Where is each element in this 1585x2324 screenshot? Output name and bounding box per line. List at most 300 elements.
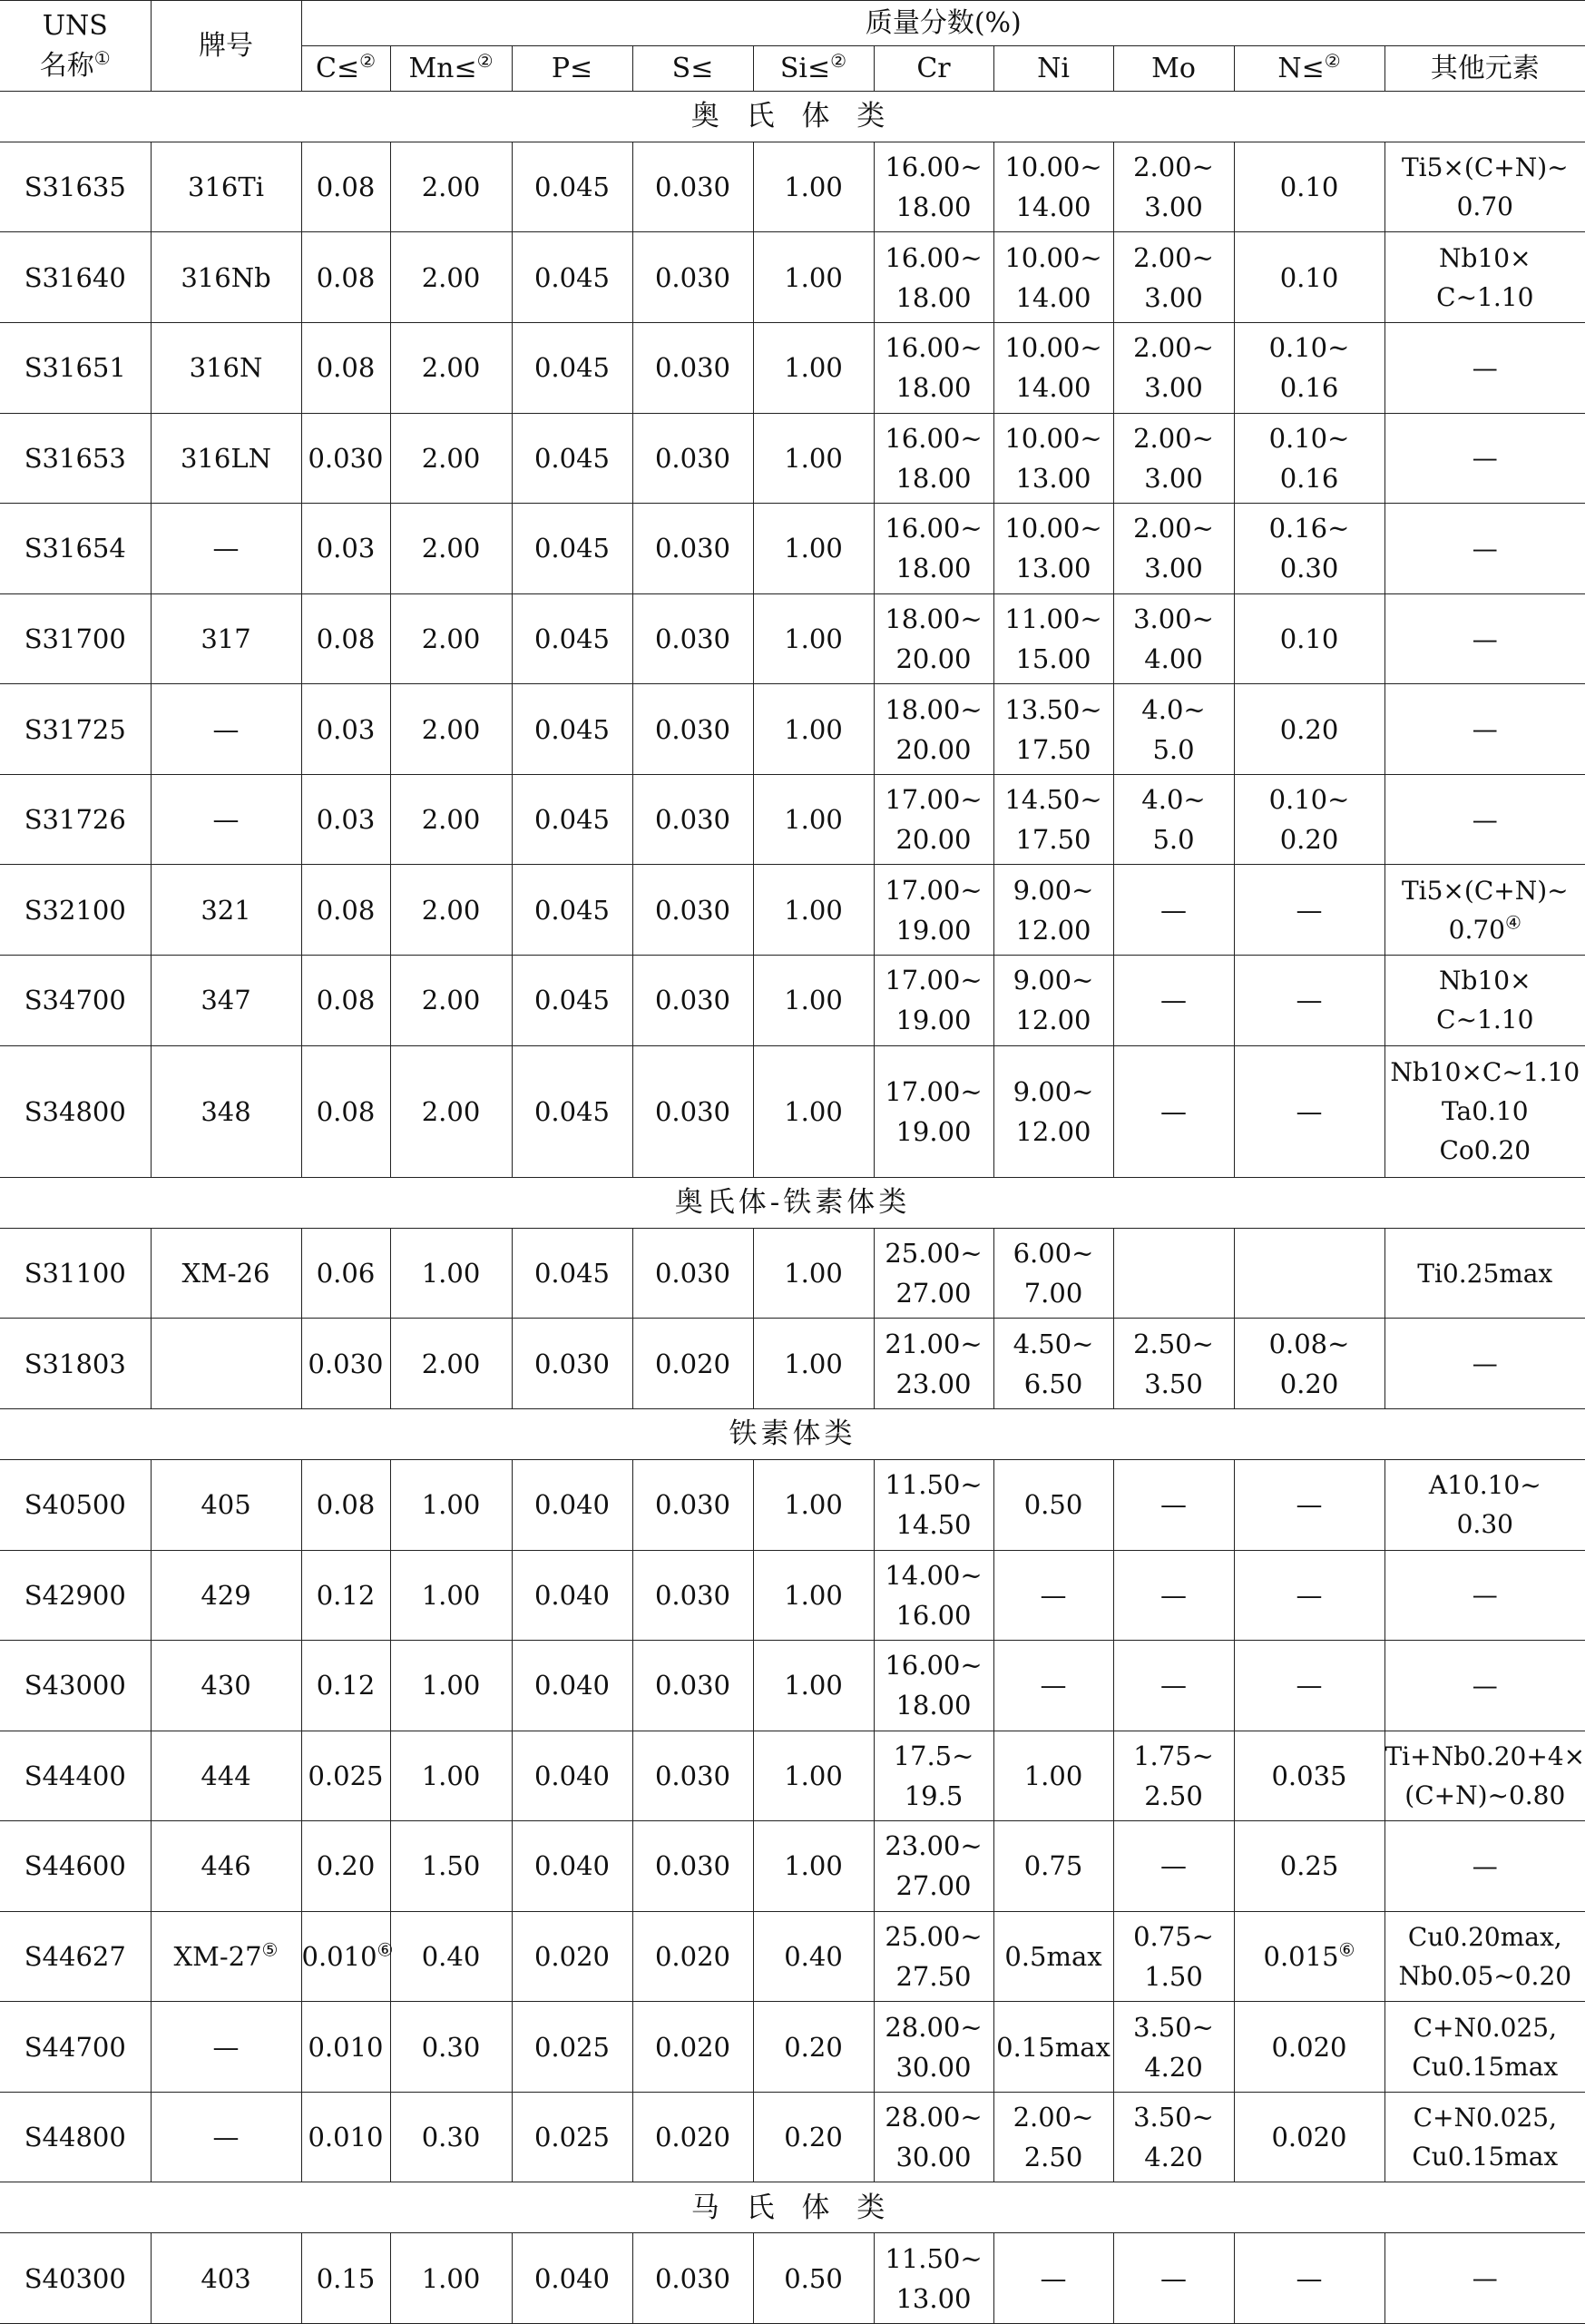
grade-cell-value: — [212,2031,240,2063]
ni-cell-line: 17.50 [1015,733,1091,765]
cr-cell [874,2092,993,2182]
mo-cell-line: — [1160,1579,1187,1611]
n-cell [1234,504,1384,594]
cr-cell-line: 21.00~ [885,1328,983,1359]
uns-cell [0,2233,151,2324]
s-cell-value: 0.030 [654,442,731,474]
n-cell-line: 0.20 [1279,1368,1339,1399]
other-cell-line: Ti+Nb0.20+4× [1384,1741,1585,1771]
header-other [1384,46,1585,92]
c-cell-value: 0.030 [308,442,384,474]
s-cell [632,1045,753,1177]
mo-cell-line: 4.20 [1144,2051,1203,2083]
other-cell [1384,1641,1585,1731]
c-cell-value: 0.010 [301,1941,377,1973]
uns-cell [0,955,151,1045]
other-cell [1384,504,1585,594]
grade-cell [151,142,301,232]
cr-cell-line: 25.00~ [885,1921,983,1953]
c-cell [301,2233,390,2324]
si-cell-value: 1.00 [784,1348,843,1379]
table-row [0,593,1585,684]
uns-cell-value: S31100 [24,1258,126,1289]
uns-cell-value: S34800 [24,1095,126,1127]
ni-cell-line: 10.00~ [1004,332,1102,364]
c-cell-value: 0.03 [316,804,376,836]
n-cell-line: 0.015⑥ [1263,1938,1355,1973]
c-cell [301,1459,390,1550]
mo-cell [1113,2233,1234,2324]
p-cell [512,504,632,594]
s-cell-value: 0.030 [654,713,731,745]
si-cell [753,2002,874,2093]
ni-cell [993,2233,1113,2324]
grade-cell-value: 316Ti [188,172,264,203]
s-cell-value: 0.030 [654,1760,731,1791]
cr-cell-line: 18.00 [895,372,972,404]
mo-cell [1113,2092,1234,2182]
uns-cell-value: S44800 [24,2122,126,2153]
mn-cell [390,1459,512,1550]
si-cell-value: 1.00 [784,894,843,926]
mn-cell-value: 0.40 [421,1941,481,1973]
n-cell [1234,2002,1384,2093]
mo-cell [1113,1550,1234,1641]
n-cell-line: — [1296,894,1323,926]
s-cell [632,1911,753,2002]
cr-cell-line: 18.00 [895,462,972,494]
other-cell [1384,1319,1585,1409]
other-cell-line: Cu0.15max [1412,2142,1559,2172]
mo-cell-line: 3.00~ [1133,603,1214,635]
p-cell-value: 0.045 [533,261,611,293]
mn-cell-value: 2.00 [421,261,481,293]
s-cell [632,1550,753,1641]
s-cell [632,1731,753,1821]
si-cell-value: 1.00 [784,1670,843,1701]
p-cell-value: 0.045 [533,1095,611,1127]
cr-cell-line: 23.00~ [885,1830,983,1862]
si-cell-value: 1.00 [784,1095,843,1127]
other-cell-line: Co0.20 [1439,1135,1531,1166]
cr-cell-line: 18.00 [895,1690,972,1721]
ni-cell-line: 13.00 [1015,553,1091,584]
section-title: 奥 氏 体 类 [0,92,1585,142]
uns-cell-value: S40500 [24,1489,126,1521]
cr-cell-line: 16.00~ [885,422,983,454]
s-cell-value: 0.030 [654,352,731,384]
other-cell [1384,1821,1585,1912]
ni-cell [993,684,1113,775]
grade-cell [151,2233,301,2324]
ni-cell-line: 6.50 [1023,1368,1083,1399]
other-cell-line: Nb0.05~0.20 [1398,1961,1572,1992]
uns-cell [0,413,151,504]
grade-cell [151,684,301,775]
mn-cell-value: 2.00 [421,533,481,564]
si-cell-value: 0.20 [784,2031,843,2063]
mo-cell [1113,1319,1234,1409]
p-cell [512,955,632,1045]
cr-cell-line: 19.00 [895,1005,972,1036]
c-cell-value: 0.15 [316,2262,376,2294]
s-cell-value: 0.030 [654,1579,731,1611]
mn-cell [390,865,512,956]
uns-cell-value: S44600 [24,1850,126,1882]
uns-cell [0,774,151,865]
p-cell-value: 0.045 [533,533,611,564]
c-cell [301,774,390,865]
cr-cell [874,955,993,1045]
n-cell [1234,1459,1384,1550]
n-cell [1234,1228,1384,1319]
mo-cell [1113,865,1234,956]
uns-cell [0,1228,151,1319]
n-cell [1234,1550,1384,1641]
other-cell-line: 0.70 [1456,191,1513,222]
si-cell [753,684,874,775]
cr-cell-line: 17.00~ [885,965,983,996]
header-label: Ni [1037,52,1070,84]
n-cell-line: 0.020 [1271,2122,1347,2153]
n-cell [1234,1911,1384,2002]
other-cell [1384,865,1585,956]
other-cell [1384,142,1585,232]
table-row [0,1641,1585,1731]
section-title: 铁素体类 [0,1409,1585,1460]
grade-cell [151,774,301,865]
p-cell-value: 0.025 [533,2031,611,2063]
section-row [0,92,1585,142]
mo-cell [1113,955,1234,1045]
cr-cell-line: 13.00 [895,2282,972,2314]
header-uns [0,1,151,92]
cr-cell [874,1319,993,1409]
cr-cell-line: 27.00 [895,1278,972,1309]
p-cell [512,774,632,865]
p-cell-value: 0.045 [533,1258,611,1289]
uns-cell [0,684,151,775]
mo-cell-line: 2.50~ [1133,1328,1214,1359]
ni-cell-line: 9.00~ [1013,1075,1094,1107]
grade-cell [151,1821,301,1912]
footnote-mark: ② [359,49,377,72]
p-cell-value: 0.045 [533,894,611,926]
grade-cell-value: 405 [201,1489,251,1521]
n-cell-line: 0.10~ [1268,332,1350,364]
uns-cell-value: S31803 [24,1348,126,1379]
grade-cell-value: 403 [201,2262,251,2294]
table-row [0,1550,1585,1641]
cr-cell-line: 18.00 [895,553,972,584]
p-cell-value: 0.025 [533,2122,611,2153]
grade-cell-value: 317 [201,623,251,655]
si-cell-value: 1.00 [784,1760,843,1791]
uns-cell-value: S32100 [24,894,126,926]
mo-cell-line: 0.75~ [1133,1921,1214,1953]
mo-cell-line: 4.00 [1144,643,1203,675]
mn-cell [390,1911,512,2002]
si-cell-value: 1.00 [784,1258,843,1289]
grade-cell-value: XM-27 [173,1941,262,1973]
n-cell-line: 0.08~ [1268,1328,1350,1359]
cr-cell-line: 18.00~ [885,693,983,725]
si-cell-value: 1.00 [784,623,843,655]
p-cell-value: 0.045 [533,713,611,745]
ni-cell [993,504,1113,594]
section-title: 马 氏 体 类 [0,2182,1585,2233]
mo-cell-line: 2.00~ [1133,241,1214,273]
mo-cell [1113,1228,1234,1319]
mn-cell [390,684,512,775]
mn-cell-value: 2.00 [421,1348,481,1379]
n-cell [1234,865,1384,956]
cr-cell-line: 16.00~ [885,241,983,273]
grade-cell [151,323,301,414]
ni-cell-line: 12.00 [1015,1115,1091,1147]
si-cell-value: 1.00 [784,1579,843,1611]
ni-cell [993,1550,1113,1641]
uns-cell-value: S31725 [24,713,126,745]
n-cell-line: 0.10 [1279,623,1339,655]
ni-cell-line: 14.00 [1015,191,1091,223]
n-cell [1234,684,1384,775]
ni-cell [993,955,1113,1045]
si-cell-value: 0.50 [784,2262,843,2294]
n-cell [1234,413,1384,504]
n-cell-line: — [1296,1095,1323,1127]
grade-cell-value: 444 [201,1760,251,1791]
p-cell-value: 0.045 [533,442,611,474]
mn-cell [390,2092,512,2182]
uns-cell-value: S44400 [24,1760,126,1791]
ni-cell-line: 0.5max [1004,1941,1102,1973]
ni-cell-line: 10.00~ [1004,152,1102,183]
mn-cell [390,1228,512,1319]
s-cell-value: 0.030 [654,1850,731,1882]
header-cr [874,46,993,92]
c-cell [301,1045,390,1177]
mo-cell-line: — [1160,985,1187,1016]
c-cell-value: 0.08 [316,1095,376,1127]
section-row [0,2182,1585,2233]
c-cell-value: 0.010 [308,2122,384,2153]
ni-cell-line: 12.00 [1015,1005,1091,1036]
cr-cell-line: 25.00~ [885,1238,983,1270]
c-cell-value: 0.08 [316,261,376,293]
s-cell-value: 0.030 [654,985,731,1016]
mo-cell-line: 1.50 [1144,1961,1203,1993]
si-cell [753,142,874,232]
grade-cell-value: 348 [201,1095,251,1127]
other-cell [1384,1228,1585,1319]
si-cell [753,1319,874,1409]
cr-cell-line: 17.00~ [885,874,983,906]
uns-cell [0,232,151,323]
table-row [0,323,1585,414]
cr-cell-line: 19.5 [904,1780,964,1811]
cr-cell [874,2002,993,2093]
other-cell [1384,593,1585,684]
cr-cell [874,593,993,684]
p-cell-value: 0.040 [533,1489,611,1521]
p-cell [512,593,632,684]
p-cell [512,1459,632,1550]
mo-cell-line: — [1160,2262,1187,2294]
other-cell [1384,2002,1585,2093]
mn-cell [390,1319,512,1409]
other-cell [1384,955,1585,1045]
grade-cell [151,1459,301,1550]
footnote-mark: ⑤ [261,1938,279,1961]
mn-cell [390,1550,512,1641]
ni-cell [993,1319,1113,1409]
uns-cell-value: S31700 [24,623,126,655]
si-cell [753,1821,874,1912]
si-cell-value: 0.40 [784,1941,843,1973]
mo-cell-line: 4.0~ [1141,693,1206,725]
uns-cell [0,1911,151,2002]
cr-cell-line: 28.00~ [885,2011,983,2043]
other-cell [1384,1911,1585,2002]
p-cell-value: 0.045 [533,804,611,836]
uns-cell [0,1821,151,1912]
cr-cell-line: 18.00~ [885,603,983,635]
ni-cell [993,413,1113,504]
table-row [0,684,1585,775]
ni-cell [993,1459,1113,1550]
header-ni [993,46,1113,92]
cr-cell [874,142,993,232]
c-cell [301,2002,390,2093]
cr-cell-line: 19.00 [895,914,972,946]
uns-cell-value: S43000 [24,1670,126,1701]
ni-cell-line: 0.15max [996,2031,1110,2063]
mo-cell-line: 3.50~ [1133,2011,1214,2043]
other-cell-line: Nb10× [1439,242,1531,273]
grade-cell-value: 429 [201,1579,251,1611]
n-cell-line: 0.10 [1279,172,1339,203]
s-cell-value: 0.030 [654,623,731,655]
ni-cell-line: 13.00 [1015,462,1091,494]
other-cell [1384,323,1585,414]
mo-cell [1113,774,1234,865]
c-cell-value: 0.08 [316,894,376,926]
c-cell [301,323,390,414]
c-cell [301,684,390,775]
mn-cell-value: 2.00 [421,1095,481,1127]
header-s [632,46,753,92]
cr-cell [874,1641,993,1731]
c-cell [301,232,390,323]
c-cell-value: 0.03 [316,713,376,745]
n-cell-line: — [1296,2262,1323,2294]
other-cell [1384,2233,1585,2324]
si-cell-value: 0.20 [784,2122,843,2153]
mn-cell-value: 1.00 [421,2262,481,2294]
ni-cell [993,593,1113,684]
si-cell-value: 1.00 [784,985,843,1016]
s-cell-value: 0.030 [654,1258,731,1289]
other-cell-line: C~1.10 [1436,1005,1534,1035]
n-cell [1234,2233,1384,2324]
ni-cell [993,2092,1113,2182]
mo-cell [1113,1911,1234,2002]
n-cell-line: — [1296,1489,1323,1521]
footnote-mark: ① [93,46,111,69]
mo-cell-line: 2.00~ [1133,513,1214,544]
c-cell-value: 0.08 [316,623,376,655]
ni-cell-line: — [1040,1670,1067,1701]
p-cell-value: 0.040 [533,1850,611,1882]
header-c [301,46,390,92]
ni-cell-line: 9.00~ [1013,874,1094,906]
n-cell-line: — [1296,985,1323,1016]
s-cell-value: 0.030 [654,894,731,926]
p-cell-value: 0.030 [533,1348,611,1379]
n-cell-line: 0.10~ [1268,784,1350,816]
mo-cell-line: — [1160,1489,1187,1521]
ni-cell [993,1731,1113,1821]
cr-cell-line: 18.00 [895,191,972,223]
mn-cell-value: 2.00 [421,804,481,836]
mn-cell [390,593,512,684]
mo-cell [1113,232,1234,323]
c-cell-value: 0.20 [316,1850,376,1882]
grade-cell-value: — [212,804,240,836]
s-cell-value: 0.030 [654,1095,731,1127]
cr-cell [874,1459,993,1550]
si-cell [753,1228,874,1319]
c-cell [301,504,390,594]
n-cell-line: 0.30 [1279,553,1339,584]
ni-cell [993,1045,1113,1177]
p-cell [512,1821,632,1912]
mo-cell-line: 5.0 [1152,733,1195,765]
mo-cell [1113,1821,1234,1912]
table-row [0,142,1585,232]
ni-cell-line: 14.00 [1015,372,1091,404]
c-cell-value: 0.08 [316,172,376,203]
mn-cell-value: 0.30 [421,2031,481,2063]
other-cell [1384,1045,1585,1177]
ni-cell-line: 13.50~ [1004,693,1102,725]
p-cell [512,1228,632,1319]
mo-cell-line: 3.50~ [1133,2102,1214,2133]
c-cell [301,1821,390,1912]
other-cell-line: — [1472,2263,1498,2294]
s-cell [632,684,753,775]
other-cell-line: — [1472,623,1498,654]
other-cell-line: Ta0.10 [1442,1096,1529,1127]
cr-cell-line: 16.00~ [885,1650,983,1682]
grade-cell [151,1228,301,1319]
grade-cell-value: — [212,533,240,564]
cr-cell-line: 23.00 [895,1368,972,1399]
c-cell-value: 0.030 [308,1348,384,1379]
mo-cell-line: 3.00 [1144,281,1203,313]
mn-cell-value: 2.00 [421,352,481,384]
grade-cell [151,2002,301,2093]
cr-cell-line: 16.00 [895,1599,972,1631]
n-cell-line: 0.10 [1279,261,1339,293]
grade-cell [151,1641,301,1731]
p-cell-value: 0.040 [533,2262,611,2294]
cr-cell-line: 16.00~ [885,513,983,544]
p-cell [512,865,632,956]
section-title: 奥氏体-铁素体类 [0,1177,1585,1228]
cr-cell [874,1228,993,1319]
